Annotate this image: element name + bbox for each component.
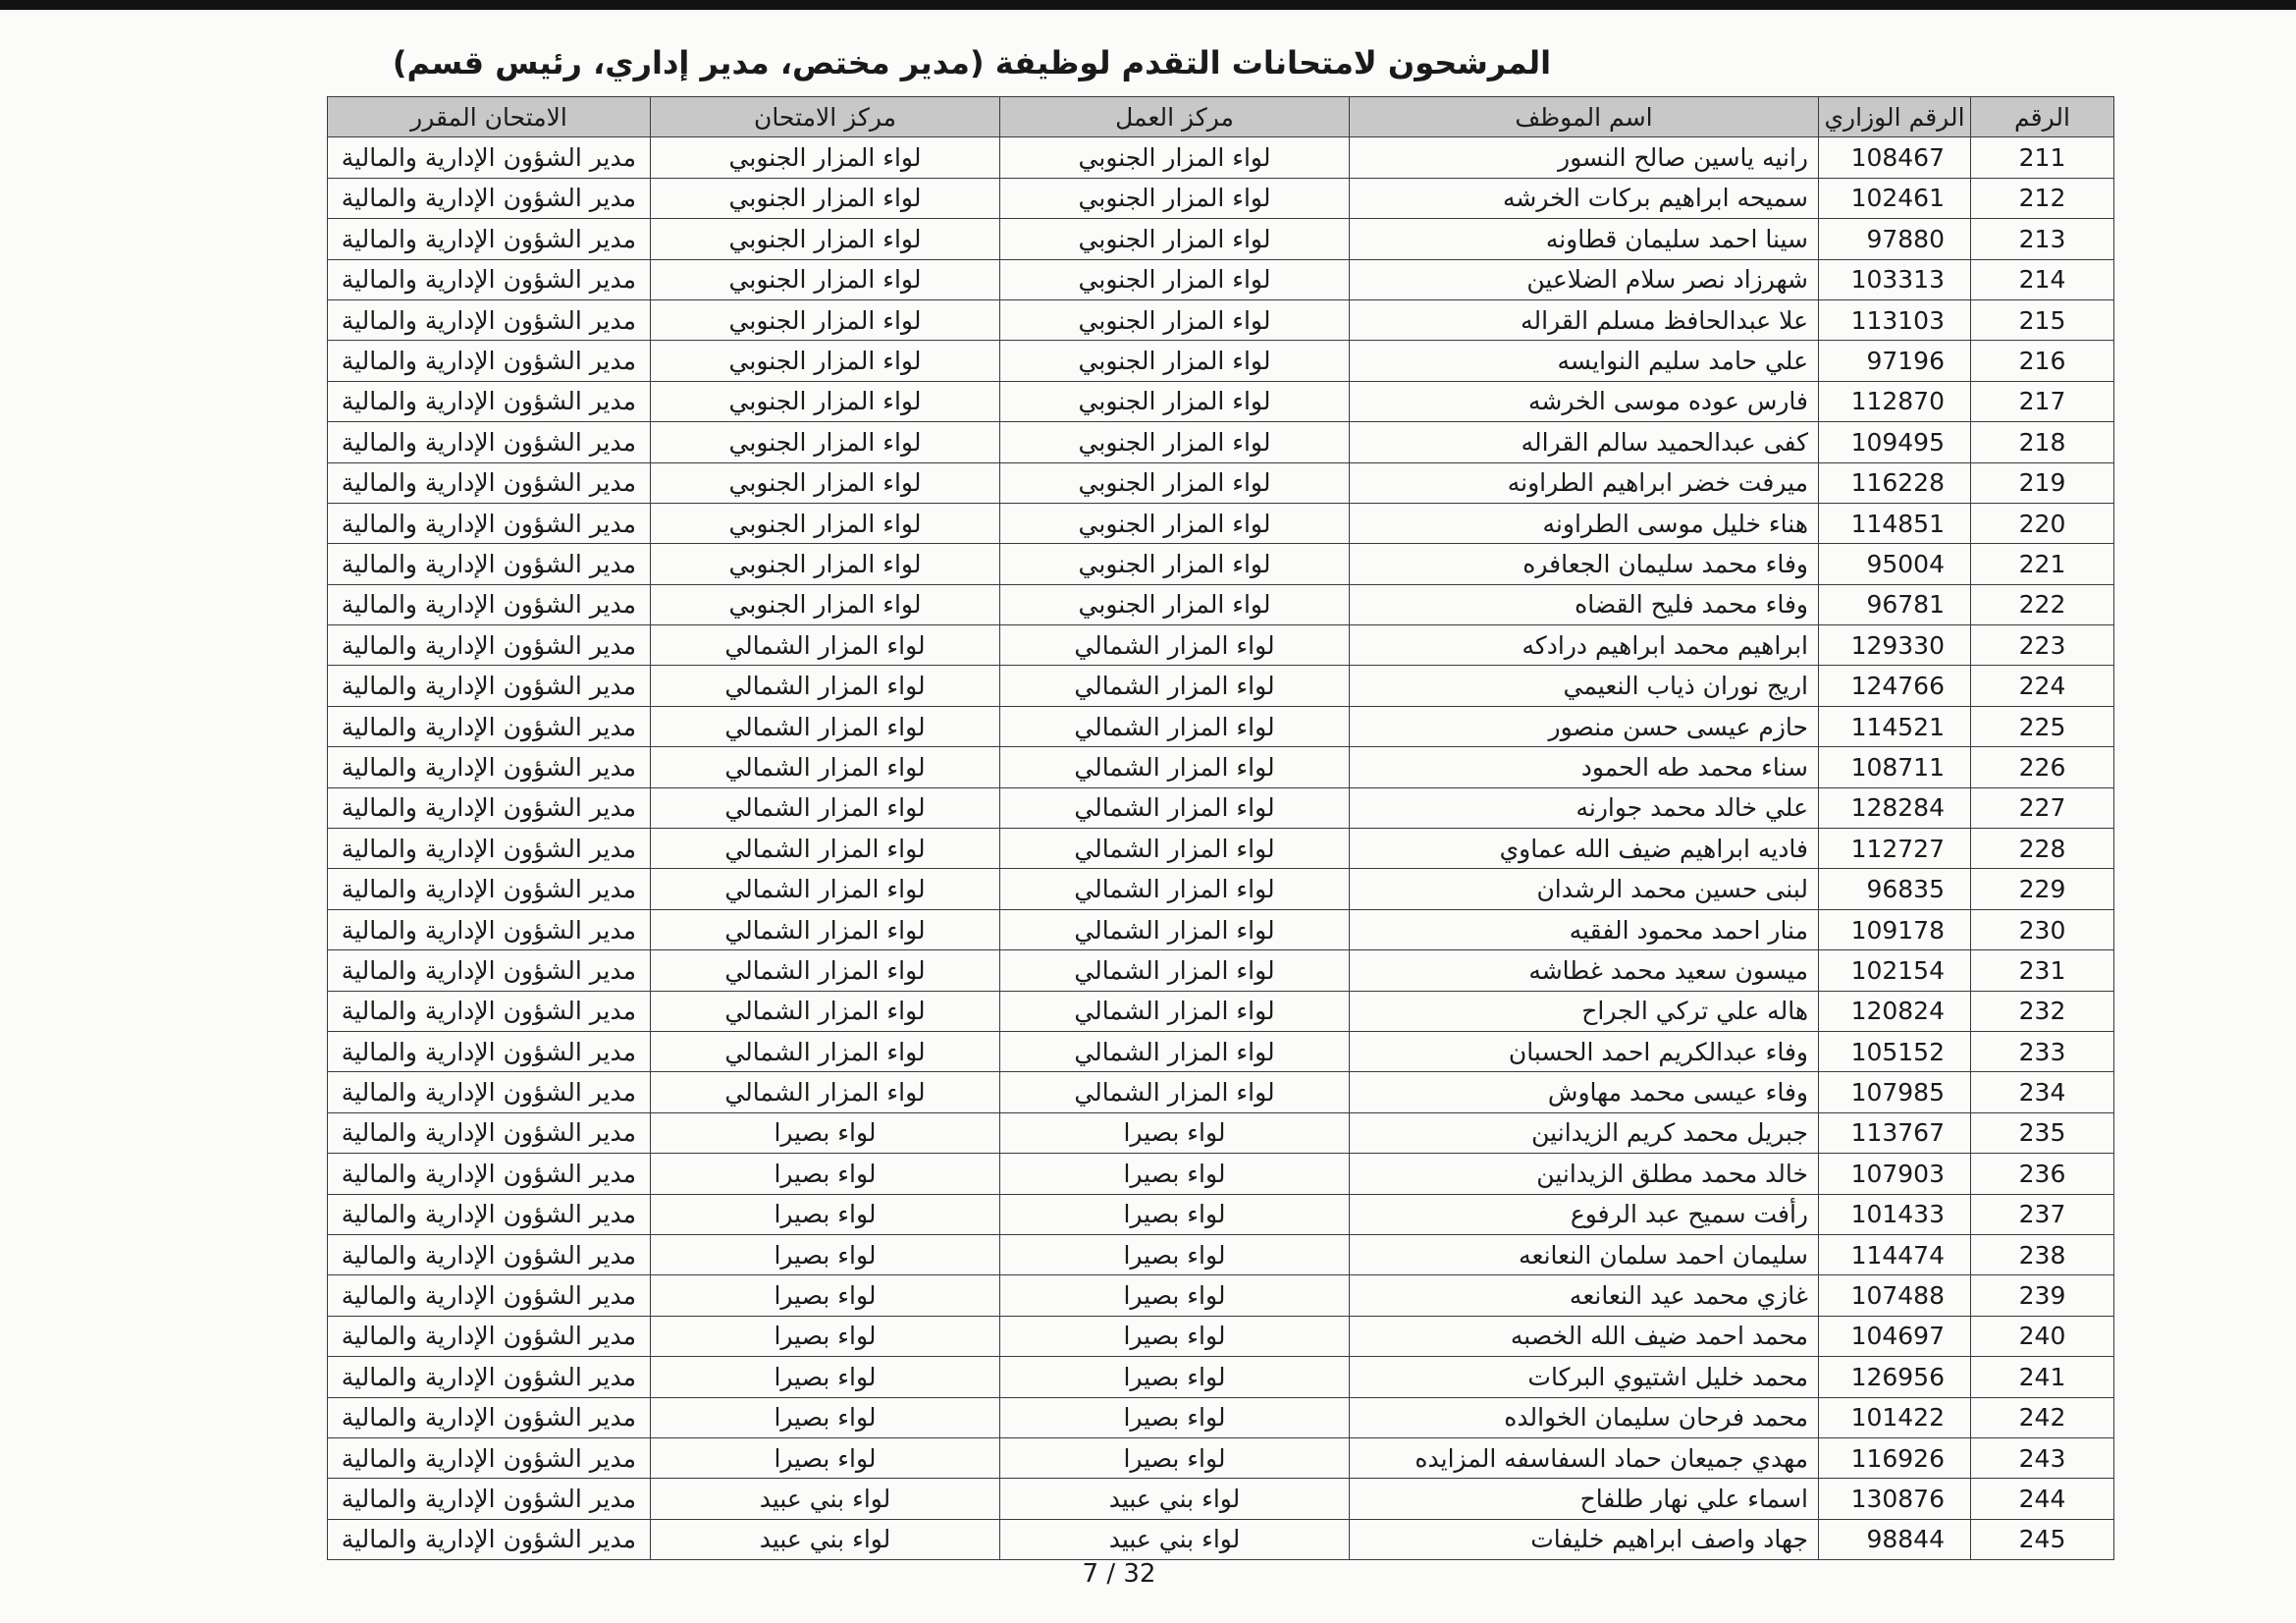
ministerial-id: 129330 <box>1819 625 1971 666</box>
table-row <box>328 1112 2114 1153</box>
work-center: لواء المزار الشمالي <box>1000 869 1350 909</box>
table-row <box>328 219 2114 259</box>
table-row <box>328 462 2114 503</box>
employee-name: سينا احمد سليمان قطاونه <box>1350 219 1819 259</box>
employee-name: مهدي جميعان حماد السفاسفه المزايده <box>1350 1437 1819 1478</box>
employee-name: ميسون سعيد محمد غطاشه <box>1350 950 1819 991</box>
work-center: لواء بني عبيد <box>1000 1479 1350 1519</box>
ministerial-id: 107985 <box>1819 1072 1971 1112</box>
scheduled-exam: مدير الشؤون الإدارية والمالية <box>328 341 651 381</box>
row-number: 217 <box>1971 381 2114 421</box>
employee-name: وفاء محمد سليمان الجعافره <box>1350 544 1819 584</box>
ministerial-id: 97196 <box>1819 341 1971 381</box>
row-number: 239 <box>1971 1275 2114 1316</box>
exam-center: لواء المزار الجنوبي <box>651 137 1000 178</box>
scheduled-exam: مدير الشؤون الإدارية والمالية <box>328 1316 651 1356</box>
ministerial-id: 101433 <box>1819 1194 1971 1234</box>
exam-center: لواء بني عبيد <box>651 1519 1000 1559</box>
work-center: لواء المزار الشمالي <box>1000 747 1350 787</box>
candidates-table <box>327 96 2114 1560</box>
table-row <box>328 137 2114 178</box>
scheduled-exam: مدير الشؤون الإدارية والمالية <box>328 950 651 991</box>
row-number: 227 <box>1971 787 2114 828</box>
scheduled-exam: مدير الشؤون الإدارية والمالية <box>328 584 651 624</box>
row-number: 238 <box>1971 1234 2114 1274</box>
ministerial-id: 103313 <box>1819 259 1971 299</box>
exam-center: لواء بصيرا <box>651 1112 1000 1153</box>
row-number: 243 <box>1971 1437 2114 1478</box>
row-number: 216 <box>1971 341 2114 381</box>
employee-name: غازي محمد عيد النعانعه <box>1350 1275 1819 1316</box>
employee-name: محمد فرحان سليمان الخوالده <box>1350 1397 1819 1437</box>
row-number: 213 <box>1971 219 2114 259</box>
row-number: 219 <box>1971 462 2114 503</box>
employee-name: هاله علي تركي الجراح <box>1350 991 1819 1031</box>
scheduled-exam: مدير الشؤون الإدارية والمالية <box>328 462 651 503</box>
work-center: لواء المزار الشمالي <box>1000 909 1350 949</box>
work-center: لواء المزار الشمالي <box>1000 991 1350 1031</box>
table-row <box>328 1234 2114 1274</box>
ministerial-id: 114521 <box>1819 706 1971 746</box>
ministerial-id: 108711 <box>1819 747 1971 787</box>
employee-name: محمد خليل اشتيوي البركات <box>1350 1357 1819 1397</box>
column-header-num: الرقم <box>1971 97 2114 137</box>
exam-center: لواء بصيرا <box>651 1234 1000 1274</box>
work-center: لواء بصيرا <box>1000 1357 1350 1397</box>
exam-center: لواء بصيرا <box>651 1194 1000 1234</box>
row-number: 242 <box>1971 1397 2114 1437</box>
exam-center: لواء المزار الشمالي <box>651 1072 1000 1112</box>
scheduled-exam: مدير الشؤون الإدارية والمالية <box>328 1234 651 1274</box>
ministerial-id: 130876 <box>1819 1479 1971 1519</box>
employee-name: حازم عيسى حسن منصور <box>1350 706 1819 746</box>
employee-name: فارس عوده موسى الخرشه <box>1350 381 1819 421</box>
scheduled-exam: مدير الشؤون الإدارية والمالية <box>328 1194 651 1234</box>
scheduled-exam: مدير الشؤون الإدارية والمالية <box>328 869 651 909</box>
row-number: 231 <box>1971 950 2114 991</box>
work-center: لواء بصيرا <box>1000 1112 1350 1153</box>
row-number: 235 <box>1971 1112 2114 1153</box>
work-center: لواء بصيرا <box>1000 1316 1350 1356</box>
ministerial-id: 116228 <box>1819 462 1971 503</box>
scheduled-exam: مدير الشؤون الإدارية والمالية <box>328 544 651 584</box>
row-number: 245 <box>1971 1519 2114 1559</box>
row-number: 234 <box>1971 1072 2114 1112</box>
scheduled-exam: مدير الشؤون الإدارية والمالية <box>328 219 651 259</box>
work-center: لواء بصيرا <box>1000 1154 1350 1194</box>
scheduled-exam: مدير الشؤون الإدارية والمالية <box>328 137 651 178</box>
employee-name: شهرزاد نصر سلام الضلاعين <box>1350 259 1819 299</box>
work-center: لواء المزار الجنوبي <box>1000 219 1350 259</box>
work-center: لواء المزار الجنوبي <box>1000 422 1350 462</box>
work-center: لواء المزار الجنوبي <box>1000 462 1350 503</box>
ministerial-id: 107488 <box>1819 1275 1971 1316</box>
work-center: لواء المزار الجنوبي <box>1000 178 1350 218</box>
row-number: 226 <box>1971 747 2114 787</box>
row-number: 218 <box>1971 422 2114 462</box>
row-number: 221 <box>1971 544 2114 584</box>
exam-center: لواء بصيرا <box>651 1357 1000 1397</box>
scheduled-exam: مدير الشؤون الإدارية والمالية <box>328 1112 651 1153</box>
table-row <box>328 1479 2114 1519</box>
employee-name: هناء خليل موسى الطراونه <box>1350 503 1819 543</box>
exam-center: لواء المزار الجنوبي <box>651 341 1000 381</box>
column-header-exam-center: مركز الامتحان <box>651 97 1000 137</box>
table-row <box>328 747 2114 787</box>
table-row <box>328 1357 2114 1397</box>
scheduled-exam: مدير الشؤون الإدارية والمالية <box>328 1275 651 1316</box>
ministerial-id: 109495 <box>1819 422 1971 462</box>
table-row <box>328 1031 2114 1071</box>
ministerial-id: 112727 <box>1819 829 1971 869</box>
work-center: لواء المزار الشمالي <box>1000 1072 1350 1112</box>
exam-center: لواء المزار الشمالي <box>651 869 1000 909</box>
row-number: 244 <box>1971 1479 2114 1519</box>
work-center: لواء المزار الشمالي <box>1000 1031 1350 1071</box>
exam-center: لواء بصيرا <box>651 1437 1000 1478</box>
row-number: 233 <box>1971 1031 2114 1071</box>
exam-center: لواء بصيرا <box>651 1397 1000 1437</box>
employee-name: كفى عبدالحميد سالم القراله <box>1350 422 1819 462</box>
employee-name: سناء محمد طه الحمود <box>1350 747 1819 787</box>
ministerial-id: 126956 <box>1819 1357 1971 1397</box>
ministerial-id: 128284 <box>1819 787 1971 828</box>
table-row <box>328 706 2114 746</box>
column-header-work-center: مركز العمل <box>1000 97 1350 137</box>
table-row <box>328 1397 2114 1437</box>
ministerial-id: 98844 <box>1819 1519 1971 1559</box>
work-center: لواء المزار الجنوبي <box>1000 341 1350 381</box>
table-row <box>328 909 2114 949</box>
work-center: لواء المزار الشمالي <box>1000 829 1350 869</box>
scheduled-exam: مدير الشؤون الإدارية والمالية <box>328 1397 651 1437</box>
employee-name: علي خالد محمد جوارنه <box>1350 787 1819 828</box>
exam-center: لواء المزار الشمالي <box>651 1031 1000 1071</box>
ministerial-id: 96835 <box>1819 869 1971 909</box>
employee-name: رأفت سميح عبد الرفوع <box>1350 1194 1819 1234</box>
employee-name: رانيه ياسين صالح النسور <box>1350 137 1819 178</box>
scheduled-exam: مدير الشؤون الإدارية والمالية <box>328 381 651 421</box>
row-number: 237 <box>1971 1194 2114 1234</box>
table-row <box>328 950 2114 991</box>
table-row <box>328 666 2114 706</box>
table-row <box>328 1316 2114 1356</box>
scheduled-exam: مدير الشؤون الإدارية والمالية <box>328 259 651 299</box>
table-row <box>328 341 2114 381</box>
work-center: لواء بصيرا <box>1000 1194 1350 1234</box>
scheduled-exam: مدير الشؤون الإدارية والمالية <box>328 991 651 1031</box>
exam-center: لواء المزار الجنوبي <box>651 422 1000 462</box>
row-number: 228 <box>1971 829 2114 869</box>
work-center: لواء المزار الجنوبي <box>1000 259 1350 299</box>
scan-edge <box>0 0 2296 10</box>
work-center: لواء المزار الجنوبي <box>1000 381 1350 421</box>
row-number: 236 <box>1971 1154 2114 1194</box>
ministerial-id: 95004 <box>1819 544 1971 584</box>
scheduled-exam: مدير الشؤون الإدارية والمالية <box>328 706 651 746</box>
employee-name: اسماء علي نهار طلفاح <box>1350 1479 1819 1519</box>
table-row <box>328 503 2114 543</box>
exam-center: لواء بصيرا <box>651 1275 1000 1316</box>
ministerial-id: 109178 <box>1819 909 1971 949</box>
ministerial-id: 113767 <box>1819 1112 1971 1153</box>
employee-name: جهاد واصف ابراهيم خليفات <box>1350 1519 1819 1559</box>
exam-center: لواء بصيرا <box>651 1154 1000 1194</box>
exam-center: لواء المزار الشمالي <box>651 706 1000 746</box>
exam-center: لواء المزار الشمالي <box>651 991 1000 1031</box>
ministerial-id: 116926 <box>1819 1437 1971 1478</box>
employee-name: لبنى حسين محمد الرشدان <box>1350 869 1819 909</box>
ministerial-id: 112870 <box>1819 381 1971 421</box>
table-row <box>328 787 2114 828</box>
employee-name: وفاء عيسى محمد مهاوش <box>1350 1072 1819 1112</box>
scheduled-exam: مدير الشؤون الإدارية والمالية <box>328 1072 651 1112</box>
row-number: 225 <box>1971 706 2114 746</box>
employee-name: علا عبدالحافظ مسلم القراله <box>1350 299 1819 340</box>
exam-center: لواء بني عبيد <box>651 1479 1000 1519</box>
exam-center: لواء المزار الجنوبي <box>651 219 1000 259</box>
scheduled-exam: مدير الشؤون الإدارية والمالية <box>328 1357 651 1397</box>
ministerial-id: 108467 <box>1819 137 1971 178</box>
work-center: لواء بصيرا <box>1000 1234 1350 1274</box>
exam-center: لواء المزار الجنوبي <box>651 299 1000 340</box>
scheduled-exam: مدير الشؤون الإدارية والمالية <box>328 299 651 340</box>
scheduled-exam: مدير الشؤون الإدارية والمالية <box>328 1479 651 1519</box>
exam-center: لواء المزار الشمالي <box>651 950 1000 991</box>
scheduled-exam: مدير الشؤون الإدارية والمالية <box>328 1154 651 1194</box>
employee-name: خالد محمد مطلق الزيدانين <box>1350 1154 1819 1194</box>
ministerial-id: 114851 <box>1819 503 1971 543</box>
ministerial-id: 96781 <box>1819 584 1971 624</box>
work-center: لواء المزار الجنوبي <box>1000 137 1350 178</box>
work-center: لواء المزار الشمالي <box>1000 666 1350 706</box>
row-number: 211 <box>1971 137 2114 178</box>
table-row <box>328 544 2114 584</box>
row-number: 220 <box>1971 503 2114 543</box>
row-number: 240 <box>1971 1316 2114 1356</box>
scheduled-exam: مدير الشؤون الإدارية والمالية <box>328 666 651 706</box>
employee-name: فاديه ابراهيم ضيف الله عماوي <box>1350 829 1819 869</box>
table-row <box>328 625 2114 666</box>
scheduled-exam: مدير الشؤون الإدارية والمالية <box>328 625 651 666</box>
exam-center: لواء المزار الجنوبي <box>651 259 1000 299</box>
scheduled-exam: مدير الشؤون الإدارية والمالية <box>328 422 651 462</box>
table-row <box>328 1154 2114 1194</box>
ministerial-id: 105152 <box>1819 1031 1971 1071</box>
employee-name: وفاء عبدالكريم احمد الحسبان <box>1350 1031 1819 1071</box>
row-number: 241 <box>1971 1357 2114 1397</box>
ministerial-id: 102461 <box>1819 178 1971 218</box>
ministerial-id: 101422 <box>1819 1397 1971 1437</box>
ministerial-id: 97880 <box>1819 219 1971 259</box>
work-center: لواء المزار الجنوبي <box>1000 544 1350 584</box>
exam-center: لواء المزار الشمالي <box>651 787 1000 828</box>
work-center: لواء المزار الجنوبي <box>1000 299 1350 340</box>
scheduled-exam: مدير الشؤون الإدارية والمالية <box>328 829 651 869</box>
exam-center: لواء المزار الجنوبي <box>651 584 1000 624</box>
ministerial-id: 124766 <box>1819 666 1971 706</box>
table-row <box>328 1194 2114 1234</box>
column-header-scheduled-exam: الامتحان المقرر <box>328 97 651 137</box>
row-number: 229 <box>1971 869 2114 909</box>
exam-center: لواء بصيرا <box>651 1316 1000 1356</box>
employee-name: وفاء محمد فليح القضاه <box>1350 584 1819 624</box>
work-center: لواء المزار الجنوبي <box>1000 503 1350 543</box>
employee-name: محمد احمد ضيف الله الخصبه <box>1350 1316 1819 1356</box>
work-center: لواء بني عبيد <box>1000 1519 1350 1559</box>
ministerial-id: 104697 <box>1819 1316 1971 1356</box>
exam-center: لواء المزار الجنوبي <box>651 462 1000 503</box>
row-number: 214 <box>1971 259 2114 299</box>
exam-center: لواء المزار الشمالي <box>651 625 1000 666</box>
exam-center: لواء المزار الشمالي <box>651 909 1000 949</box>
work-center: لواء بصيرا <box>1000 1275 1350 1316</box>
row-number: 224 <box>1971 666 2114 706</box>
page-title: المرشحون لامتحانات التقدم لوظيفة (مدير مختص، مدير إداري، رئيس قسم) <box>392 44 1552 81</box>
table-row <box>328 1437 2114 1478</box>
page-number: 7 / 32 <box>1082 1559 1156 1589</box>
ministerial-id: 120824 <box>1819 991 1971 1031</box>
row-number: 215 <box>1971 299 2114 340</box>
exam-center: لواء المزار الجنوبي <box>651 178 1000 218</box>
column-header-ministerial-id: الرقم الوزاري <box>1819 97 1971 137</box>
table-row <box>328 178 2114 218</box>
work-center: لواء المزار الشمالي <box>1000 706 1350 746</box>
ministerial-id: 114474 <box>1819 1234 1971 1274</box>
employee-name: علي حامد سليم النوايسه <box>1350 341 1819 381</box>
employee-name: اريج نوران ذياب النعيمي <box>1350 666 1819 706</box>
work-center: لواء بصيرا <box>1000 1397 1350 1437</box>
exam-center: لواء المزار الجنوبي <box>651 503 1000 543</box>
ministerial-id: 113103 <box>1819 299 1971 340</box>
row-number: 223 <box>1971 625 2114 666</box>
exam-center: لواء المزار الشمالي <box>651 747 1000 787</box>
scheduled-exam: مدير الشؤون الإدارية والمالية <box>328 178 651 218</box>
employee-name: جبريل محمد كريم الزيدانين <box>1350 1112 1819 1153</box>
row-number: 212 <box>1971 178 2114 218</box>
table-row <box>328 584 2114 624</box>
ministerial-id: 102154 <box>1819 950 1971 991</box>
table-row <box>328 869 2114 909</box>
employee-name: سليمان احمد سلمان النعانعه <box>1350 1234 1819 1274</box>
scheduled-exam: مدير الشؤون الإدارية والمالية <box>328 1031 651 1071</box>
scheduled-exam: مدير الشؤون الإدارية والمالية <box>328 1437 651 1478</box>
row-number: 222 <box>1971 584 2114 624</box>
scheduled-exam: مدير الشؤون الإدارية والمالية <box>328 747 651 787</box>
table-row <box>328 829 2114 869</box>
row-number: 232 <box>1971 991 2114 1031</box>
employee-name: ميرفت خضر ابراهيم الطراونه <box>1350 462 1819 503</box>
table-row <box>328 299 2114 340</box>
work-center: لواء المزار الشمالي <box>1000 787 1350 828</box>
employee-name: ابراهيم محمد ابراهيم درادكه <box>1350 625 1819 666</box>
work-center: لواء المزار الجنوبي <box>1000 584 1350 624</box>
exam-center: لواء المزار الجنوبي <box>651 544 1000 584</box>
work-center: لواء المزار الشمالي <box>1000 950 1350 991</box>
table-row <box>328 1275 2114 1316</box>
ministerial-id: 107903 <box>1819 1154 1971 1194</box>
exam-center: لواء المزار الشمالي <box>651 666 1000 706</box>
table-row <box>328 991 2114 1031</box>
scheduled-exam: مدير الشؤون الإدارية والمالية <box>328 503 651 543</box>
table-row <box>328 259 2114 299</box>
exam-center: لواء المزار الشمالي <box>651 829 1000 869</box>
table-row <box>328 381 2114 421</box>
table-row <box>328 1519 2114 1559</box>
table-header-row <box>328 97 2114 137</box>
scheduled-exam: مدير الشؤون الإدارية والمالية <box>328 909 651 949</box>
column-header-employee-name: اسم الموظف <box>1350 97 1819 137</box>
table-row <box>328 1072 2114 1112</box>
work-center: لواء المزار الشمالي <box>1000 625 1350 666</box>
scheduled-exam: مدير الشؤون الإدارية والمالية <box>328 1519 651 1559</box>
work-center: لواء بصيرا <box>1000 1437 1350 1478</box>
employee-name: منار احمد محمود الفقيه <box>1350 909 1819 949</box>
table-row <box>328 422 2114 462</box>
scheduled-exam: مدير الشؤون الإدارية والمالية <box>328 787 651 828</box>
row-number: 230 <box>1971 909 2114 949</box>
exam-center: لواء المزار الجنوبي <box>651 381 1000 421</box>
employee-name: سميحه ابراهيم بركات الخرشه <box>1350 178 1819 218</box>
